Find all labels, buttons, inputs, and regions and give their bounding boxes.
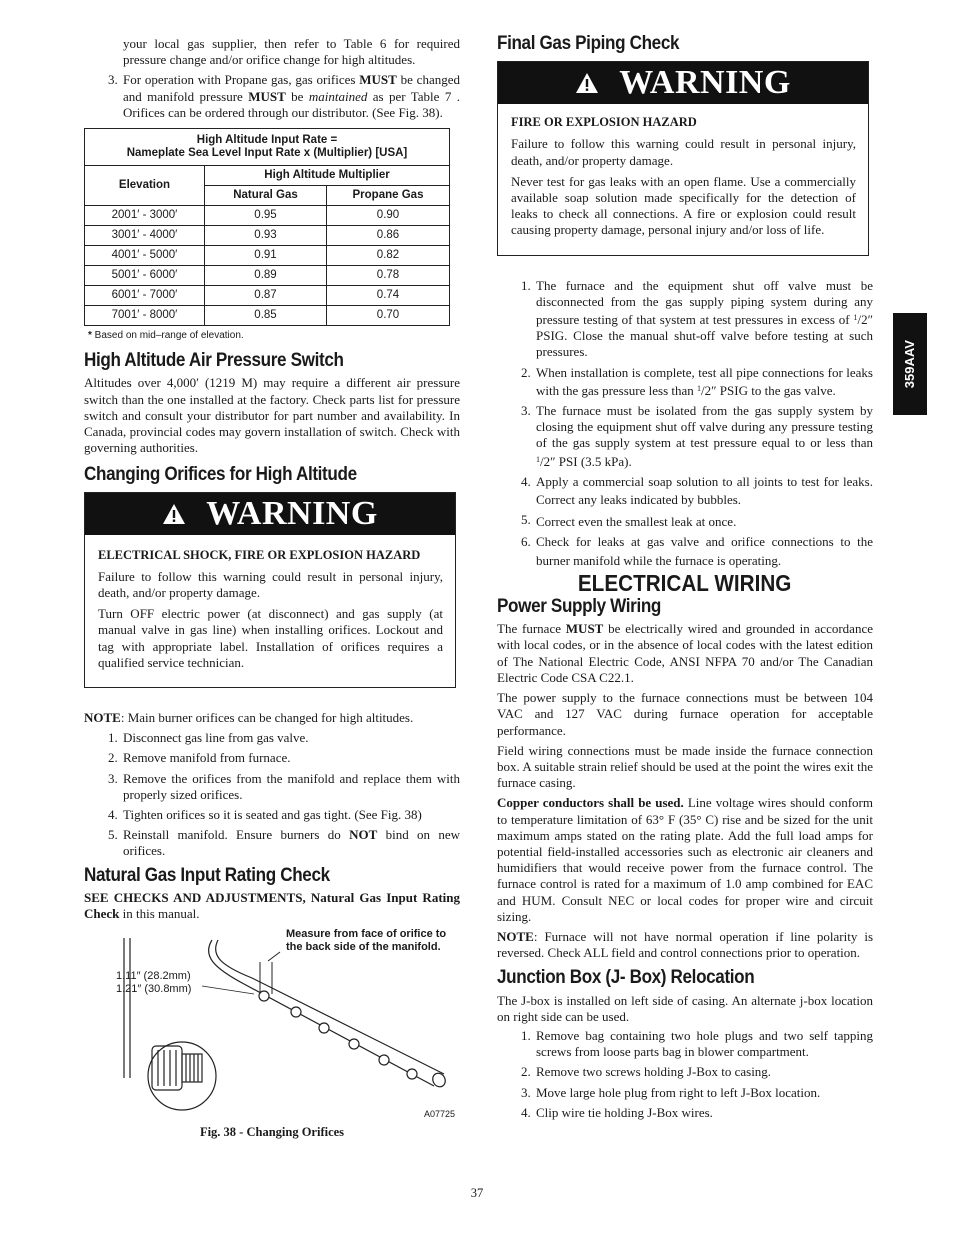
list-item: 3. Remove the orifices from the manifold and replace them with properly sized orifices. <box>108 770 460 802</box>
page-number: 37 <box>470 1186 484 1200</box>
cell-propane: 0.74 <box>327 286 450 306</box>
cell-natural: 0.89 <box>205 266 327 286</box>
heading-air-switch: High Altitude Air Pressure Switch <box>84 350 344 372</box>
warning-text-2: Never test for gas leaks with an open flame. Use a commercially available soap solution made specifically for the detection of leaks to check all connections. A fire or explosion could result causing property damage, personal injury and/or loss of life. <box>511 173 856 238</box>
cell-propane: 0.82 <box>327 246 450 266</box>
figure-dim-1: 1.11″ (28.2mm) <box>116 970 191 983</box>
cell-natural: 0.95 <box>205 206 327 226</box>
natural-gas-text: SEE CHECKS AND ADJUSTMENTS, Natural Gas Input Rating Check in this manual. <box>84 889 460 922</box>
orifice-steps <box>84 730 460 859</box>
warning-text-1: Failure to follow this warning could result in personal injury, death, and/or property damage. <box>511 136 856 168</box>
heading-orifices: Changing Orifices for High Altitude <box>84 464 357 486</box>
warning-hazard: ELECTRICAL SHOCK, FIRE OR EXPLOSION HAZARD <box>98 547 421 562</box>
col-elevation: Elevation <box>85 166 205 206</box>
cell-natural: 0.85 <box>205 306 327 326</box>
warning-banner <box>498 62 868 104</box>
figure-code: A07725 <box>424 1109 456 1120</box>
cell-elevation: 4001′ - 5000′ <box>85 246 205 266</box>
cell-elevation: 5001′ - 6000′ <box>85 266 205 286</box>
cell-propane: 0.78 <box>327 266 450 286</box>
list-item: 4. Tighten orifices so it is seated and gas tight. (See Fig. 38) <box>108 807 422 823</box>
jbox-steps <box>497 1028 873 1121</box>
col-propane: Propane Gas <box>327 186 450 206</box>
heading-final-gas: Final Gas Piping Check <box>497 33 680 54</box>
warning-box-gas <box>497 61 869 255</box>
warning-triangle-icon <box>575 72 599 94</box>
list-item: 2. When installation is complete, test all pipe connections for leaks with the gas pressure less than $^1$/2″ PSIG to the gas valve. <box>521 364 873 398</box>
cell-natural: 0.87 <box>205 286 327 306</box>
list-item: 5. Reinstall manifold. Ensure burners do NOT bind on new orifices. <box>108 827 460 859</box>
list-item: 1. Remove bag containing two hole plugs and two self tapping screws from loose parts bag in blower compartment. <box>521 1027 873 1060</box>
power-text-4: Copper conductors shall be used. Line voltage wires should conform to temperature limitation of 63° F (35° C) rise and be sized for the unit maximum amps stated on the rating plate. Add the full load amps for potential field-installed accessories such as electronic air cleaners and humidifiers that would receive power from the furnace control. The furnace control is rated for a maximum of 1.0 amp combined for EAC and HUM. Consult NEC or local codes for proper wire and circuit sizing. <box>497 795 873 924</box>
altitude-table: High Altitude Input Rate = Nameplate Sea Level Input Rate x (Multiplier) [USA] Elevation High Altitude Multiplier Natural Gas Propane Gas 2001′ - 3000′ 0.95 0.90 3001′ - 4000′ 0.93 0.86 4001′ - 5000′ 0.91 0.82 5001′ - 6000′ 0.89 0.78 6001′ - 7000′ 0.87 0.74 7001′ - 8000′ 0.85 0.70 <box>84 128 450 326</box>
heading-natural-gas: Natural Gas Input Rating Check <box>84 864 330 886</box>
heading-power-supply: Power Supply Wiring <box>497 596 662 618</box>
cell-propane: 0.86 <box>327 226 450 246</box>
cell-propane: 0.70 <box>327 306 450 326</box>
table-row <box>85 226 450 246</box>
table-row <box>85 266 450 286</box>
figure-38 <box>84 926 460 1158</box>
left-column <box>84 36 460 1158</box>
warning-text-2: Turn OFF electric power (at disconnect) and gas supply (at manual valve in gas line) when installing orifices. Lockout and tag with appropriate label. Installation of orifices requires a qualified service technician. <box>98 606 443 670</box>
cell-elevation: 3001′ - 4000′ <box>85 226 205 246</box>
list-item: 1. The furnace and the equipment shut off valve must be disconnected from the gas supply piping system during any pressure testing of that system at test pressures in excess of $^1$/2″ PSIG. Close the manual shut-off valve before testing at such pressures. <box>521 277 873 360</box>
gas-check-steps <box>497 278 873 569</box>
col-multiplier: High Altitude Multiplier <box>205 166 450 186</box>
cell-elevation: 6001′ - 7000′ <box>85 286 205 306</box>
list-item: 6. Check for leaks at gas valve and orifice connections to the burner manifold while the furnace is operating. <box>521 534 873 568</box>
table-row <box>85 246 450 266</box>
cell-elevation: 2001′ - 3000′ <box>85 206 205 226</box>
power-text-2: The power supply to the furnace connections must be between 104 VAC and 127 VAC during furnace operation for acceptable performance. <box>497 690 873 738</box>
power-text-1: The furnace MUST be electrically wired and grounded in accordance with local codes, or in the absence of local codes with the latest edition of The National Electric Code, ANSI NFPA 70 and/or The Canadian Electric Code CSA C22.1. <box>497 621 873 685</box>
warning-box-orifices <box>84 492 456 688</box>
table-row <box>85 206 450 226</box>
list-item: 1. Disconnect gas line from gas valve. <box>108 730 309 746</box>
figure-callout: Measure from face of orifice to the back side of the manifold. <box>286 928 447 954</box>
warning-title: WARNING <box>206 494 378 532</box>
altitude-table-wrap <box>84 128 460 344</box>
figure-dim-2: 1.21″ (30.8mm) <box>116 983 192 996</box>
warning-title: WARNING <box>619 64 791 102</box>
cell-natural: 0.93 <box>205 226 327 246</box>
list-item: 5. Correct even the smallest leak at once. <box>521 512 737 530</box>
warning-banner <box>85 493 455 535</box>
table-footnote: * Based on mid–range of elevation. <box>88 330 244 342</box>
air-switch-text: Altitudes over 4,000′ (1219 M) may require a different air pressure switch than the one installed at the factory. Check parts list for pressure switch and consult your distributor for part number and availability. In Canada, provincial codes may govern installation of switch. Check with governing authorities. <box>84 375 460 456</box>
cell-elevation: 7001′ - 8000′ <box>85 306 205 326</box>
list-item: 4. Clip wire tie holding J-Box wires. <box>521 1104 713 1120</box>
list-item: 2. Remove manifold from furnace. <box>108 750 291 766</box>
table-row <box>85 286 450 306</box>
cell-propane: 0.90 <box>327 206 450 226</box>
power-text-3: Field wiring connections must be made inside the furnace connection box. A suitable strain relief should be used at the point the wires exit the furnace casing. <box>497 742 873 791</box>
list-item: 3. For operation with Propane gas, gas orifices MUST be changed and manifold pressure MUST be maintained as per Table 7 . Orifices can be ordered through our distributor. (See Fig. 38). <box>108 72 460 120</box>
propane-list <box>84 72 460 121</box>
cell-natural: 0.91 <box>205 246 327 266</box>
note-polarity: NOTE: Furnace will not have normal operation if line polarity is reversed. Check ALL field and control connections prior to operation. <box>497 928 873 961</box>
list-item: 2. Remove two screws holding J-Box to casing. <box>521 1064 772 1080</box>
table-row <box>85 306 450 326</box>
side-tab: 359AAV <box>893 313 927 415</box>
col-natural: Natural Gas <box>205 186 327 206</box>
figure-caption: Fig. 38 - Changing Orifices <box>199 1125 345 1140</box>
warning-triangle-icon <box>162 503 186 525</box>
right-column <box>497 33 873 1125</box>
warning-text-1: Failure to follow this warning could result in personal injury, death, and/or property damage. <box>98 568 443 601</box>
note-orifices: NOTE: Main burner orifices can be changed for high altitudes. <box>84 710 414 726</box>
jbox-text: The J-box is installed on left side of casing. An alternate j-box location on right side can be used. <box>497 992 873 1024</box>
heading-jbox: Junction Box (J- Box) Relocation <box>497 967 755 989</box>
warning-hazard: FIRE OR EXPLOSION HAZARD <box>511 115 697 130</box>
list-item: 3. Move large hole plug from right to left J-Box location. <box>521 1084 821 1100</box>
list-item: 3. The furnace must be isolated from the gas supply system by closing the equipment shut off valve during any pressure testing of the gas supply system at test pressure equal to or less than $^1$/2″ PSI (3.5 kPa). <box>521 403 873 469</box>
intro-continuation: your local gas supplier, then refer to Table 6 for required pressure change and/or orifice change for high altitudes. <box>123 36 460 68</box>
list-item: 4. Apply a commercial soap solution to all joints to test for leaks. Correct any leaks indicated by bubbles. <box>521 473 873 508</box>
heading-electrical: ELECTRICAL WIRING <box>578 569 792 596</box>
